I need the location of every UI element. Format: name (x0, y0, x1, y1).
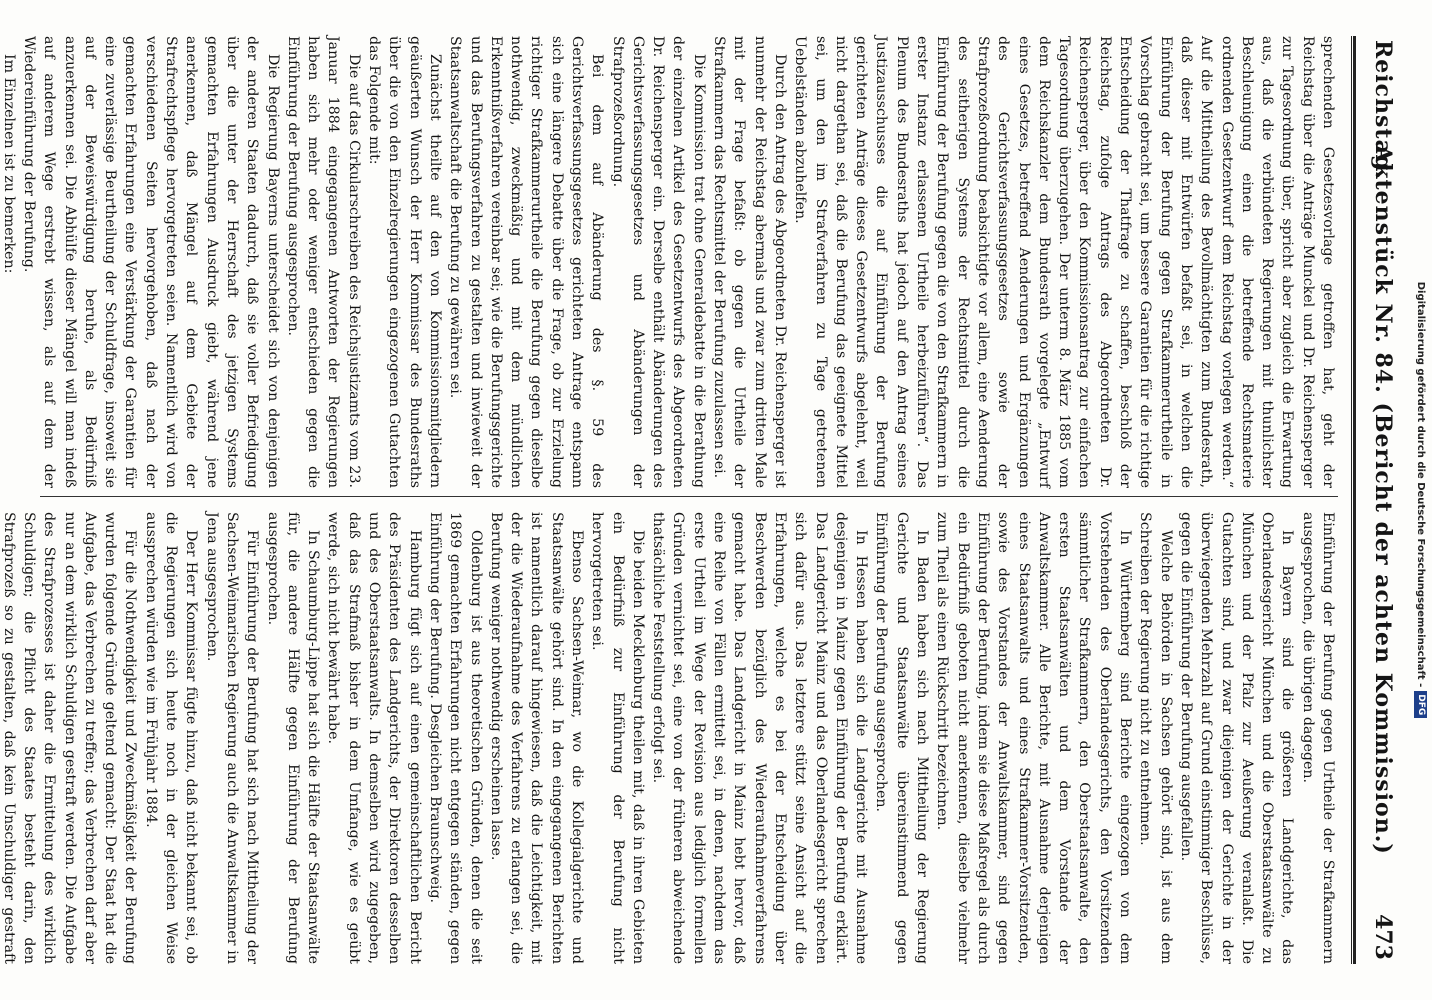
column-divider (40, 496, 1338, 497)
page-number: 473 (1370, 914, 1396, 960)
paragraph: Einführung der Berufung gegen Urtheile der Strafkammern ausgesprochen, die übrigen dagegen. (1299, 512, 1336, 964)
paragraph: In Baden haben sich nach Mittheilung der Regierung Gerichte und Staatsanwälte übereinstimmend gegen Einführung der Berufung ausgesprochen. (873, 512, 931, 964)
paragraph: Für die Nothwendigkeit und Zweckmäßigkeit der Berufung wurden folgende Gründe geltend gemacht: Der Staat hat die Aufgabe, das Verbrechen zu treffen; das Verbrechen darf aber nur an dem wirklich Schuldigen gestraft werden. Die Aufgabe des Strafprozesses ist daher die Ermittelung des wirklich Schuldigen; die Pflicht des Staates besteht darin, den Strafprozeß so zu gestalten, daß kein Unschuldiger gestraft (0, 512, 139, 964)
paragraph: Hamburg fügt sich auf einen gemeinschaftlichen Bericht des Präsidenten des Landgerichts, der Direktoren desselben und des Oberstaatsanwalts. In demselben wird zugegeben, daß das Strafmaß bisher in dem Umfange, wie es geübt werde, sich nicht bewährt habe. (325, 512, 423, 964)
header-title: Aktenstück Nr. 84. (Bericht der achten Kommission.) (1370, 145, 1396, 855)
digitization-note-text: Digitalisierung gefördert durch die Deutsche Forschungsgemeinschaft - (1415, 281, 1426, 688)
paragraph: Die Kommission trat ohne Generaldebatte in die Berathung der einzelnen Artikel des Gesetzentwurfs des Abgeordneten Dr. Reichensperger ein. Derselbe enthält Abänderungen des Gerichtsverfassungsgesetzes und Abänderungen der Strafprozeßordnung. (609, 36, 707, 488)
digitization-note (1408, 0, 1432, 1000)
paragraph: In Württemberg sind Berichte eingezogen von dem Vorstehenden des Oberlandesgerichts, den Vorsitzenden sämmtlicher Strafkammern, den Oberstaatsanwalte, den ersten Staatsanwälten und dem Vorstande der Anwaltskammer. Alle Berichte, mit Ausnahme derjenigen eines Staatsanwalts und eines Strafkammer-Vorsitzenden, sowie des Vorstandes der Anwaltskammer, sind gegen Einführung der Berufung, indem sie diese Maßregel als durch ein Bedürfniß geboten nicht anerkennen, dieselbe vielmehr zum Theil als einen Rückschritt bezeichnen. (934, 512, 1134, 964)
dfg-logo: DFG (1415, 691, 1428, 718)
paragraph: sprechenden Gesetzesvorlage getroffen hat, geht der Reichstag über die Anträge Munckel und Dr. Reichensperger zur Tagesordnung über, spricht aber zugleich die Erwartung aus, daß die verbündeten Regierungen mit thunlichster Beschleunigung einen die betreffende Rechtsmaterie ordnenden Gesetzentwurf dem Reichstag vorlegen werden.“ Auf die Mittheilung des Bevollmächtigten zum Bundesrath, daß dieser mit Entwürfen befaßt sei, in welchen die Einführung der Berufung gegen Strafkammerurtheile in Vorschlag gebracht sei, um bessere Garantien für die richtige Entscheidung der Thatfrage zu schaffen, beschloß der Reichstag, zufolge Antrags des Abgeordneten Dr. Reichensperger, über den Kommissionsantrag zur einfachen Tagesordnung überzugehen. Der unterm 8. März 1885 vom dem Reichskanzler dem Bundesrath vorgelegte „Entwurf eines Gesetzes, betreffend Aenderungen und Ergänzungen des Gerichtsverfassungsgesetzes sowie der Strafprozeßordnung beabsichtigte vor allem, eine Aenderung des seitherigen Systems der Rechtsmittel durch die Einführung der Berufung gegen die von den Strafkammern in erster Instanz erlassenen Urtheile herbeizuführen“. Das Plenum des Bundesraths hat jedoch auf den Antrag seines Justizausschusses die auf Einführung der Berufung gerichteten Anträge dieses Gesetzentwurfs abgelehnt, weil nicht dargethan sei, daß die Berufung das geeignete Mittel sei, um den im Strafverfahren zu Tage getretenen Uebelständen abzuhelfen. (792, 36, 1336, 488)
paragraph: Im Einzelnen ist zu bemerken: (0, 54, 17, 274)
paragraph: In Schaumburg-Lippe hat sich die Hälfte der Staatsanwälte für, die andere Hälfte gegen Einführung der Berufung ausgesprochen. (264, 512, 322, 964)
paragraph: Zunächst theilte auf den von Kommissionsmitgliedern geäußerten Wunsch der Herr Kommissar des Bundesraths über die von den Einzelregierungen eingezogenen Gutachten das Folgende mit: (366, 36, 443, 488)
paragraph: Die auf das Cirkularschreiben des Reichsjustizamts vom 23. Januar 1884 eingegangenen Antworten der Regierungen haben sich mehr oder weniger entschieden gegen die Einführung der Berufung ausgesprochen. (284, 36, 362, 488)
page-header (1356, 0, 1402, 1000)
paragraph: Die beiden Mecklenburg theilen mit, daß in ihren Gebieten ein Bedürfniß zur Einführung der Berufung nicht hervorgetreten sei. (589, 512, 646, 964)
header-rule-thin (1351, 36, 1352, 964)
paragraph: In Hessen haben sich die Landgerichte mit Ausnahme desjenigen in Mainz gegen Einführung der Berufung erklärt. Das Landgericht Mainz und das Oberlandesgericht sprechen sich dafür aus. Das letztere stützt seine Ansicht auf die Erfahrungen, welche es bei der Entscheidung über Beschwerden bezüglich des Wiederaufnahmeverfahrens gemacht habe. Das Landgericht in Mainz hebt hervor, daß eine Reihe von Fällen ermittelt sei, in denen, nachdem das erste Urtheil im Wege der Revision aus lediglich formellen Gründen vernichtet sei, eine von der früheren abweichende thatsächliche Feststellung erfolgt sei. (650, 512, 870, 964)
header-rule (1353, 36, 1356, 964)
paragraph: Die Regierung Bayerns unterscheidet sich von denjenigen der anderen Staaten dadurch, daß sie voller Befriedigung über die unter der Herrschaft des jetzigen Systems gemachten Erfahrungen Ausdruck giebt, während jene anerkennen, daß Mängel auf dem Gebiete der Strafrechtspflege hervorgetreten seien. Namentlich wird von verschiedenen Seiten hervorgehoben, daß nach der gemachten Erfahrungen eine Verstärkung der Garantien für eine zuverlässige Beurtheilung der Schuldfrage, insoweit sie auf der Beweiswürdigung beruhe, als Bedürfniß anzuerkennen sei. Die Abhülfe dieser Mängel will man indeß auf anderem Wege erstrebt wissen, als auf dem der Wiedereinführung der Berufung. (21, 36, 281, 488)
paragraph: Bei dem auf Abänderung des §. 59 des Gerichtsverfassungsgesetzes gerichteten Antrage entspann sich eine längere Debatte über die Frage, ob zur Erzielung richtiger Strafkammerurtheile die Berufung gegen dieselbe nothwendig, zweckmäßig und mit dem mündlichen Erkenntnißverfahren vereinbar sei; wie die Berufungsgerichte und das Berufungsverfahren zu gestalten und inwieweit der Staatsanwaltschaft die Berufung zu gewähren sei. (447, 36, 606, 488)
paragraph: Für Einführung der Berufung hat sich nach Mittheilung der Sachsen-Weimarischen Regierung auch die Anwaltskammer in Jena ausgesprochen. (203, 512, 261, 964)
digitization-sidebar (1408, 0, 1432, 1000)
paragraph: Ebenso Sachsen-Weimar, wo die Kollegialgerichte und Staatsanwälte gehört sind. In den eingegangenen Berichten ist namentlich darauf hingewiesen, daß die Leichtigkeit, mit der die Wiederaufnahme des Verfahrens zu erlangen sei, die Berufung weniger nothwendig erscheinen lasse. (487, 512, 586, 964)
right-column (0, 512, 1338, 964)
header-left: Reichstag. (1370, 40, 1396, 180)
left-column (0, 36, 1338, 488)
paragraph: Der Herr Kommissar fügte hinzu, daß nicht bekannt sei, ob die Regierungen sich heute noch in der gleichen Weise aussprechen würden wie im Frühjahr 1884. (142, 512, 200, 964)
paragraph: Durch den Antrag des Abgeordneten Dr. Reichensperger ist nunmehr der Reichstag abermals und zwar zum dritten Male mit der Frage befaßt: ob gegen die Urtheile der Strafkammern das Rechtsmittel der Berufung zuzulassen sei. (711, 36, 788, 488)
paragraph: In Bayern sind die größeren Landgerichte, das Oberlandesgericht München und die Oberstaatsanwälte zu München und der Pfalz zur Aeußerung veranlaßt. Die Gutachten sind, und zwar diejenigen der Gerichte in der überwiegenden Mehrzahl auf Grund einstimmiger Beschlüsse, gegen die Einführung der Berufung ausgefallen. (1177, 512, 1296, 964)
paragraph: Oldenburg ist aus theoretischen Gründen, denen die seit 1869 gemachten Erfahrungen nicht entgegen ständen, gegen Einführung der Berufung. Desgleichen Braunschweig. (426, 512, 484, 964)
paragraph: Welche Behörden in Sachsen gehört sind, ist aus dem Schreiben der Regierung nicht zu entnehmen. (1137, 512, 1174, 964)
